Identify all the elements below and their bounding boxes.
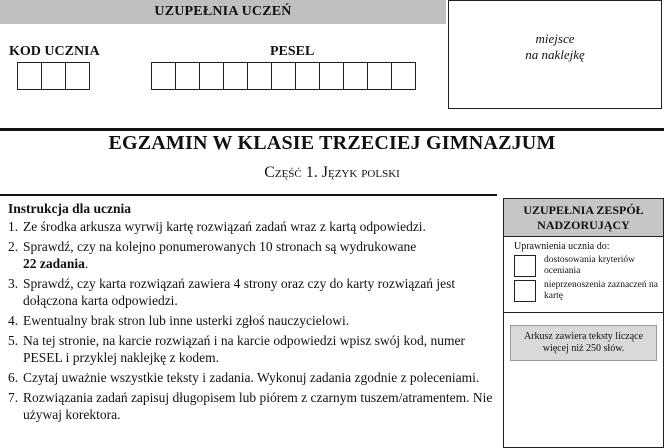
supervisor-panel-title: UZUPEŁNIA ZESPÓŁ NADZORUJĄCY	[504, 199, 663, 237]
no-transfer-checkbox[interactable]	[514, 280, 536, 302]
digit-box[interactable]	[367, 62, 392, 90]
digit-box[interactable]	[199, 62, 224, 90]
divider-top	[0, 128, 664, 131]
instruction-number: 5.	[8, 333, 19, 348]
instruction-number: 6.	[8, 370, 19, 385]
instruction-emphasis: 22 zadania	[23, 256, 85, 271]
adjusted-criteria-checkbox[interactable]	[514, 255, 536, 277]
digit-box[interactable]	[41, 62, 66, 90]
instruction-text: Na tej stronie, na karcie rozwiązań i na karcie odpowiedzi wpisz swój kod, numer PESEL i przyklej naklejkę z kodem.	[23, 333, 465, 365]
digit-box[interactable]	[295, 62, 320, 90]
instruction-item	[8, 238, 500, 272]
uczen-section-header: UZUPEŁNIA UCZEŃ	[0, 0, 446, 24]
panel-divider	[504, 312, 663, 313]
instruction-number: 4.	[8, 313, 19, 328]
digit-box[interactable]	[151, 62, 176, 90]
digit-box[interactable]	[391, 62, 416, 90]
instruction-text: Czytaj uważnie wszystkie teksty i zadania. Wykonuj zadania zgodnie z poleceniami.	[23, 370, 480, 385]
pesel-boxes[interactable]	[151, 62, 415, 90]
digit-box[interactable]	[343, 62, 368, 90]
instruction-item	[8, 369, 500, 386]
supervisor-panel	[503, 198, 664, 448]
instructions-list	[8, 218, 500, 423]
digit-box[interactable]	[271, 62, 296, 90]
instruction-text-part: Sprawdź, czy na kolejno ponumerowanych 10 stronach są wydrukowane	[23, 239, 417, 254]
instruction-number: 3.	[8, 276, 19, 291]
digit-box[interactable]	[247, 62, 272, 90]
divider-instructions	[0, 194, 497, 196]
checkbox-row-no-transfer	[514, 280, 663, 302]
instruction-number: 7.	[8, 390, 19, 405]
digit-box[interactable]	[223, 62, 248, 90]
sticker-line-2: na naklejkę	[525, 47, 585, 62]
pesel-label: PESEL	[270, 44, 315, 59]
no-transfer-label: nieprzenoszenia zaznaczeń na kartę	[544, 280, 658, 301]
instructions-heading: Instrukcja dla ucznia	[8, 201, 132, 216]
instruction-item	[8, 332, 500, 366]
exam-subtitle: Część 1. Język polski	[264, 164, 400, 181]
adjusted-criteria-label: dostosowania kryteriów oceniania	[544, 255, 636, 276]
sticker-line-1: miejsce	[535, 31, 575, 46]
checkbox-row-adjusted-criteria	[514, 255, 663, 277]
digit-box[interactable]	[65, 62, 90, 90]
instruction-number: 2.	[8, 239, 19, 254]
permissions-label: Uprawnienia ucznia do:	[514, 241, 610, 252]
digit-box[interactable]	[175, 62, 200, 90]
instruction-text-part: .	[84, 256, 89, 271]
instruction-text: Ewentualny brak stron lub inne usterki zgłoś nauczycielowi.	[23, 313, 350, 328]
instruction-item	[8, 312, 500, 329]
instruction-text: Ze środka arkusza wyrwij kartę rozwiązań zadań wraz z kartą odpowiedzi.	[23, 219, 426, 234]
instruction-text: Rozwiązania zadań zapisuj długopisem lub piórem z czarnym tuszem/atramentem. Nie używaj korektora.	[23, 390, 493, 422]
sticker-placeholder	[448, 0, 662, 109]
instruction-number: 1.	[8, 219, 19, 234]
kod-ucznia-boxes[interactable]	[17, 62, 89, 90]
instruction-text	[23, 238, 500, 272]
text-length-note: Arkusz zawiera teksty liczące więcej niż 250 słów.	[510, 325, 657, 361]
kod-ucznia-label: KOD UCZNIA	[9, 44, 100, 59]
digit-box[interactable]	[17, 62, 42, 90]
instruction-item	[8, 275, 500, 309]
instruction-item	[8, 218, 500, 235]
exam-title: EGZAMIN W KLASIE TRZECIEJ GIMNAZJUM	[108, 132, 556, 154]
digit-box[interactable]	[319, 62, 344, 90]
instruction-text: Sprawdź, czy karta rozwiązań zawiera 4 strony oraz czy do karty rozwiązań jest dołączona karta odpowiedzi.	[23, 276, 456, 308]
instruction-item	[8, 389, 500, 423]
